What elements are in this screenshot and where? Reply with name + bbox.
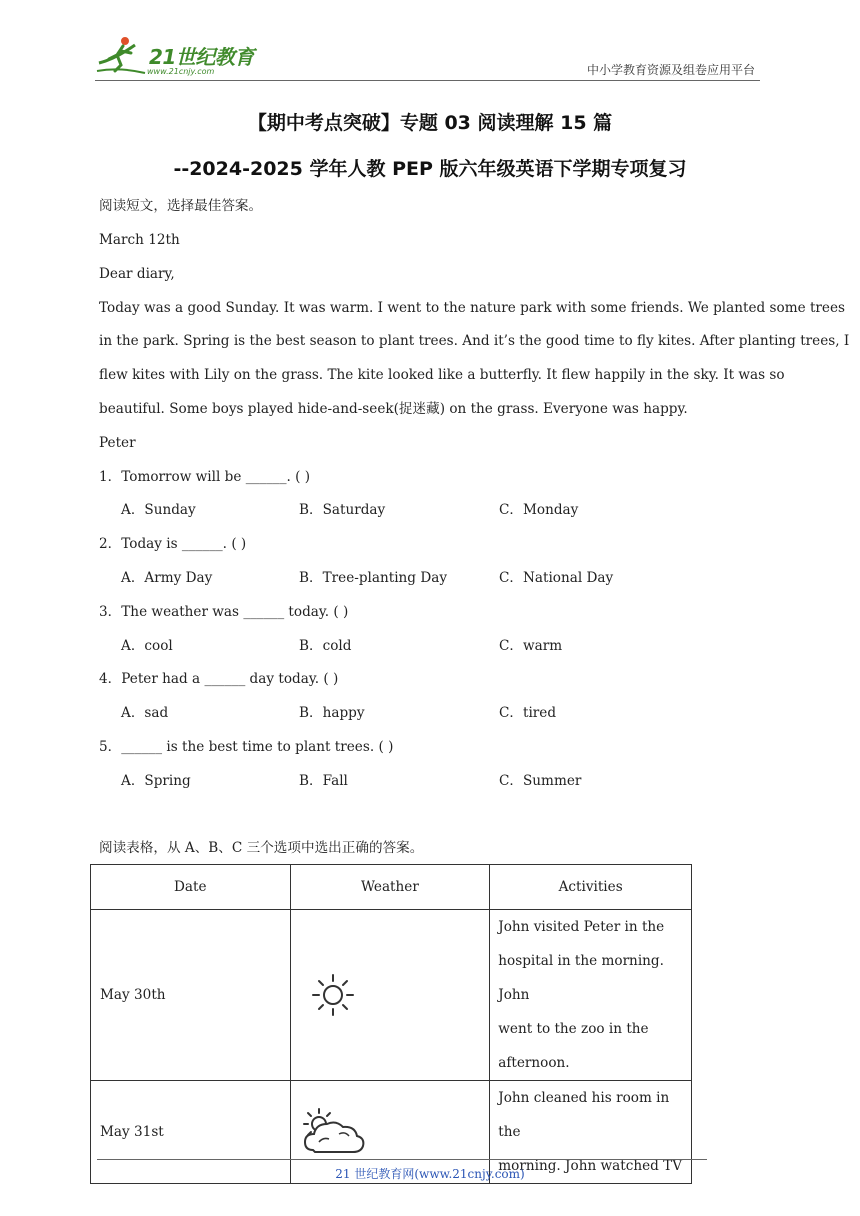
diary-date: March 12th	[99, 232, 180, 248]
logo-text: 21世纪教育	[149, 45, 254, 69]
weather-cell	[290, 910, 490, 1081]
option-c[interactable]: C．warm	[499, 638, 563, 654]
header-divider	[95, 80, 760, 81]
option-a[interactable]: A．Spring	[121, 773, 191, 789]
activity-line: John cleaned his room in the	[498, 1090, 670, 1140]
option-c[interactable]: C．National Day	[499, 570, 614, 586]
column-header-weather: Weather	[290, 865, 490, 910]
option-b[interactable]: B．cold	[299, 638, 352, 654]
activity-line: John visited Peter in the	[498, 919, 665, 935]
activity-line: afternoon.	[498, 1055, 570, 1071]
runner-logo-icon	[95, 33, 150, 77]
option-c[interactable]: C．Summer	[499, 773, 582, 789]
footer-link[interactable]: 21 世纪教育网(www.21cnjy.com)	[335, 1167, 525, 1181]
page-header	[95, 30, 760, 80]
question-stem: 2．Today is ______. ( )	[99, 536, 247, 552]
question-stem: 3．The weather was ______ today. ( )	[99, 604, 349, 620]
question-stem: 5．______ is the best time to plant trees. ( )	[99, 739, 394, 755]
option-a[interactable]: A．sad	[121, 705, 169, 721]
activity-line: hospital in the morning. John	[498, 953, 664, 1003]
date-cell: May 30th	[91, 910, 291, 1081]
option-a[interactable]: A．cool	[121, 638, 173, 654]
page-subtitle: --2024-2025 学年人教 PEP 版六年级英语下学期专项复习	[173, 158, 687, 180]
logo	[95, 33, 260, 77]
instruction-2: 阅读表格，从 A、B、C 三个选项中选出正确的答案。	[99, 840, 424, 856]
instruction-1: 阅读短文，选择最佳答案。	[99, 198, 263, 214]
partly-cloudy-icon	[299, 1104, 369, 1160]
passage-line: flew kites with Lily on the grass. The kite looked like a butterfly. It flew happily in the sky. It was so	[99, 367, 785, 383]
page-title: 【期中考点突破】专题 03 阅读理解 15 篇	[247, 112, 613, 134]
question-stem: 4．Peter had a ______ day today. ( )	[99, 671, 339, 687]
footer-divider	[97, 1159, 707, 1160]
option-b[interactable]: B．Fall	[299, 773, 348, 789]
option-a[interactable]: A．Army Day	[121, 570, 213, 586]
column-header-date: Date	[91, 865, 291, 910]
diary-signature: Peter	[99, 435, 136, 451]
platform-name: 中小学教育资源及组卷应用平台	[586, 63, 755, 77]
activity-cell	[490, 910, 692, 1081]
passage-line: in the park. Spring is the best season to plant trees. And it’s the good time to fly kites. After planting trees, I	[99, 333, 850, 349]
sun-icon	[303, 965, 363, 1025]
activity-line: morning. John watched TV	[498, 1158, 683, 1174]
passage-line: beautiful. Some boys played hide-and-seek(捉迷藏) on the grass. Everyone was happy.	[99, 401, 688, 417]
option-c[interactable]: C．tired	[499, 705, 557, 721]
option-a[interactable]: A．Sunday	[121, 502, 196, 518]
question-stem: 1．Tomorrow will be ______. ( )	[99, 469, 311, 485]
diary-greeting: Dear diary,	[99, 266, 175, 282]
option-c[interactable]: C．Monday	[499, 502, 579, 518]
option-b[interactable]: B．Tree-planting Day	[299, 570, 448, 586]
table-header-row	[91, 865, 692, 910]
table-row	[91, 910, 692, 1081]
activity-table	[90, 864, 692, 1184]
option-b[interactable]: B．happy	[299, 705, 365, 721]
activity-line: went to the zoo in the	[498, 1021, 649, 1037]
logo-url: www.21cnjy.com	[147, 67, 215, 76]
option-b[interactable]: B．Saturday	[299, 502, 386, 518]
date-cell: May 31st	[91, 1081, 291, 1184]
passage-line: Today was a good Sunday. It was warm. I went to the nature park with some friends. We planted some trees	[99, 300, 845, 316]
column-header-activities: Activities	[490, 865, 692, 910]
